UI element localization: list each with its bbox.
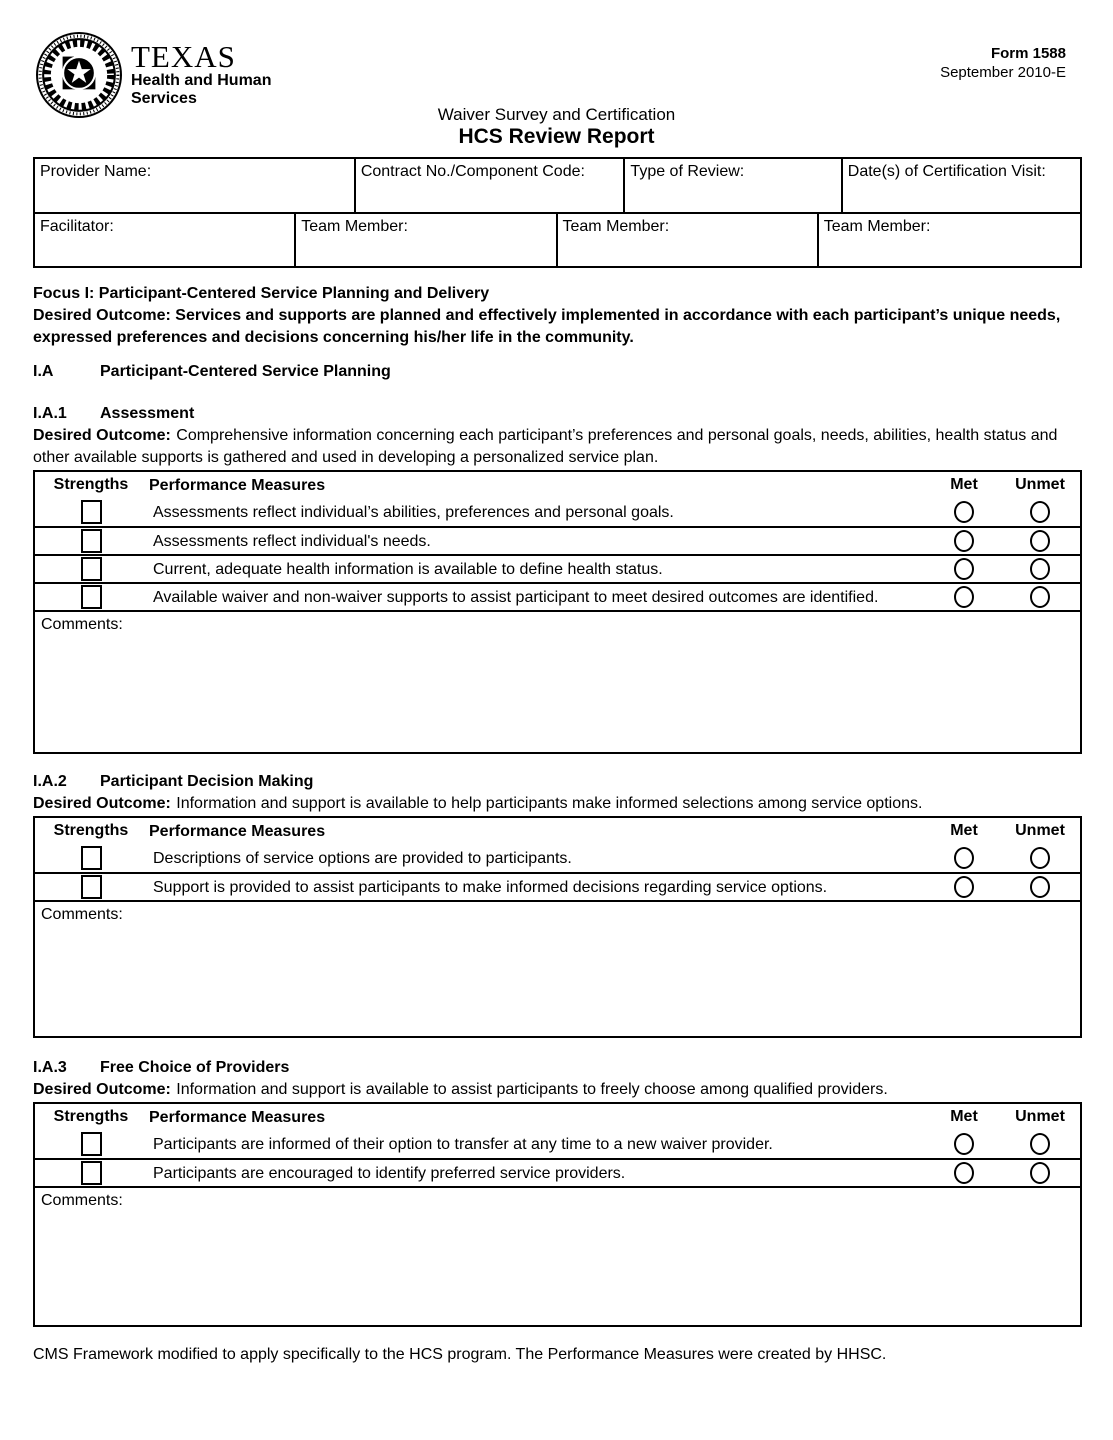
measures-table-header [35, 472, 1080, 498]
facilitator-field[interactable] [35, 214, 296, 266]
section-ia3-heading [33, 1057, 1082, 1079]
facilitator-label: Facilitator: [40, 218, 114, 235]
comments-box-ia2[interactable] [35, 900, 1080, 1036]
met-header: Met [950, 476, 978, 493]
logo-title: TEXAS [131, 39, 236, 74]
certification-dates-label: Date(s) of Certification Visit: [847, 163, 1046, 180]
section-ia2-heading [33, 771, 1082, 793]
measure-text: Assessments reflect individual's needs. [153, 532, 431, 550]
logo-subtitle-line2: Services [131, 90, 197, 107]
section-ia3-desired-outcome: Desired Outcome: Information and support is available to assist participants to freely choose among qualified providers. [33, 1081, 888, 1098]
strengths-checkbox[interactable] [81, 557, 102, 581]
provider-name-field[interactable] [35, 159, 356, 212]
form-edition: September 2010-E [940, 64, 1066, 81]
measure-text: Assessments reflect individual’s abilities, preferences and personal goals. [153, 503, 674, 521]
measures-table-header [35, 818, 1080, 844]
strengths-checkbox[interactable] [81, 875, 102, 899]
page-header [0, 0, 1113, 157]
logo-subtitle-line1: Health and Human [131, 72, 272, 89]
unmet-radio[interactable] [1030, 876, 1050, 898]
team-member-3-field[interactable] [819, 214, 1080, 266]
unmet-radio[interactable] [1030, 501, 1050, 523]
unmet-header: Unmet [1015, 1108, 1065, 1125]
unmet-radio[interactable] [1030, 586, 1050, 608]
met-header: Met [950, 1108, 978, 1125]
subsection-title: Participant-Centered Service Planning [100, 363, 391, 380]
measures-table-ia2 [33, 816, 1082, 1038]
subsection-heading [33, 361, 1082, 383]
section-ia2-desired-outcome: Desired Outcome: Information and support is available to help participants make informed selections among service options. [33, 795, 923, 812]
strengths-header: Strengths [53, 1108, 129, 1125]
unmet-radio[interactable] [1030, 1162, 1050, 1184]
unmet-radio[interactable] [1030, 847, 1050, 869]
measure-text: Participants are encouraged to identify preferred service providers. [153, 1164, 626, 1182]
measure-text: Descriptions of service options are provided to participants. [153, 849, 572, 867]
team-member-2-label: Team Member: [562, 218, 670, 235]
unmet-radio[interactable] [1030, 530, 1050, 552]
measures-table-ia1 [33, 470, 1082, 754]
strengths-checkbox[interactable] [81, 585, 102, 609]
measure-text: Support is provided to assist participants to make informed decisions regarding service options. [153, 878, 828, 896]
comments-label: Comments: [41, 616, 123, 633]
section-ia3-title: Free Choice of Providers [100, 1059, 290, 1076]
met-radio[interactable] [954, 501, 974, 523]
met-header: Met [950, 822, 978, 839]
provider-name-label: Provider Name: [40, 163, 152, 180]
strengths-header: Strengths [53, 476, 129, 493]
footer-note: CMS Framework modified to apply specifically to the HCS program. The Performance Measures were created by HHSC. [33, 1346, 887, 1363]
met-radio[interactable] [954, 558, 974, 580]
unmet-radio[interactable] [1030, 558, 1050, 580]
document-subtitle: Waiver Survey and Certification [437, 105, 676, 124]
met-radio[interactable] [954, 876, 974, 898]
review-type-field[interactable] [625, 159, 842, 212]
measure-row [35, 526, 1080, 554]
performance-measures-header: Performance Measures [149, 476, 326, 494]
performance-measures-header: Performance Measures [149, 822, 326, 840]
contract-code-field[interactable] [356, 159, 626, 212]
contract-code-label: Contract No./Component Code: [360, 163, 585, 180]
measure-row [35, 554, 1080, 582]
measure-row [35, 582, 1080, 610]
provider-info-table [33, 157, 1082, 268]
unmet-header: Unmet [1015, 476, 1065, 493]
review-type-label: Type of Review: [630, 163, 745, 180]
measures-table-header [35, 1104, 1080, 1130]
subsection-id: I.A [33, 363, 54, 380]
measure-row [35, 872, 1080, 900]
measure-row [35, 498, 1080, 526]
focus-heading: Focus I: Participant-Centered Service Planning and Delivery [33, 285, 490, 302]
measure-row [35, 1130, 1080, 1158]
met-radio[interactable] [954, 1162, 974, 1184]
met-radio[interactable] [954, 530, 974, 552]
measure-text: Participants are informed of their option to transfer at any time to a new waiver provider. [153, 1135, 773, 1153]
section-ia1-id: I.A.1 [33, 405, 67, 422]
section-ia2-title: Participant Decision Making [100, 773, 314, 790]
measure-text: Available waiver and non-waiver supports to assist participant to meet desired outcomes are identified. [153, 588, 879, 606]
measure-text: Current, adequate health information is available to define health status. [153, 560, 663, 578]
team-member-2-field[interactable] [558, 214, 819, 266]
section-ia1-title: Assessment [100, 405, 195, 422]
strengths-checkbox[interactable] [81, 529, 102, 553]
section-ia1-heading [33, 403, 1082, 425]
section-ia1-desired-outcome: Desired Outcome: Comprehensive information concerning each participant’s preferences and personal goals, needs, abilities, health status and other available supports is gathered and used in developing a personalized service plan. [33, 427, 1058, 466]
unmet-radio[interactable] [1030, 1133, 1050, 1155]
strengths-checkbox[interactable] [81, 500, 102, 524]
section-ia2-id: I.A.2 [33, 773, 67, 790]
comments-label: Comments: [41, 906, 123, 923]
team-member-1-field[interactable] [296, 214, 557, 266]
strengths-checkbox[interactable] [81, 1161, 102, 1185]
comments-label: Comments: [41, 1192, 123, 1209]
strengths-header: Strengths [53, 822, 129, 839]
team-member-1-label: Team Member: [301, 218, 408, 235]
performance-measures-header: Performance Measures [149, 1108, 326, 1126]
certification-dates-field[interactable] [843, 159, 1080, 212]
met-radio[interactable] [954, 847, 974, 869]
strengths-checkbox[interactable] [81, 1132, 102, 1156]
comments-box-ia1[interactable] [35, 610, 1080, 752]
unmet-header: Unmet [1015, 822, 1065, 839]
measure-row [35, 1158, 1080, 1186]
focus-desired-outcome: Desired Outcome: Services and supports are planned and effectively implemented in accordance with each participant’s unique needs, expressed preferences and decisions concerning his/her life in the community. [33, 307, 1061, 346]
section-ia3-id: I.A.3 [33, 1059, 67, 1076]
team-member-3-label: Team Member: [823, 218, 931, 235]
form-number: Form 1588 [990, 45, 1066, 62]
comments-box-ia3[interactable] [35, 1186, 1080, 1325]
met-radio[interactable] [954, 586, 974, 608]
document-title: HCS Review Report [458, 125, 655, 148]
met-radio[interactable] [954, 1133, 974, 1155]
measures-table-ia3 [33, 1102, 1082, 1327]
measure-row [35, 844, 1080, 872]
strengths-checkbox[interactable] [81, 846, 102, 870]
